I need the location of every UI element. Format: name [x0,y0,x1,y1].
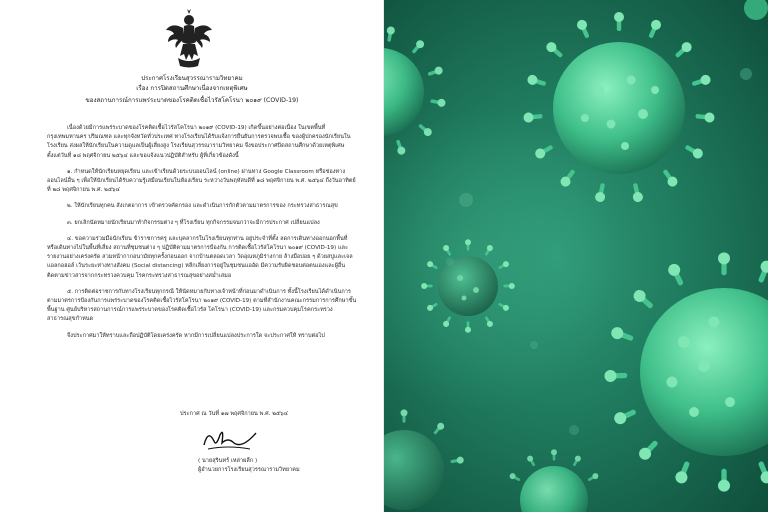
announce-date: ประกาศ ณ วันที่ ๑๗ พฤศจิกายน พ.ศ. ๒๕๖๔ [180,411,288,417]
paragraph-intro: เนื่องด้วยมีการแพร่ระบาดของโรคติดเชื้อไวรัสโคโรนา ๒๐๑๙ (COVID-19) เกิดขึ้นอย่างต่อเนื่อง ในเขตพื้นที่กรุงเทพมหานคร ปริมณฑล และทุกจังหวัดทั่วประเทศ ทางโรงเรียนได้รับแจ้งการยืนยันการตรวจพบเชื้อ ของผู้ปกครองนักเรียนในโรงเรียน ส่งผลให้นักเรียนในความดูแลเป็นผู้เสี่ยงสูง โรงเรียนสุวรรณารามวิทยาคม จึงขอประกาศปิดสถานศึกษาด้วยเหตุพิเศษ ตั้งแต่วันที่ ๑๘ พฤศจิกายน ๒๕๖๔ และขอแจ้งแนวปฏิบัติสำหรับ ผู้ที่เกี่ยวข้องดังนี้ [47,125,351,159]
heading-school-announcement: ประกาศโรงเรียนสุวรรณารามวิทยาคม [141,75,243,82]
signature-block [180,410,330,475]
paragraph-item-1: ๑. กำหนดให้นักเรียนหยุดเรียน และเข้าเรียนด้วยระบบออนไลน์ (online) ผ่านทาง Google Classroom หรือช่องทางออนไลน์อื่น ๆ เพื่อให้นักเรียนได้รับความรู้เสมือนเรียนในห้องเรียน ระหว่างวันพฤหัสบดีที่ ๑๘ พฤศจิกายน พ.ศ. ๒๕๖๔ ถึงวันอาทิตย์ ที่ ๒๘ พฤศจิกายน พ.ศ. ๒๕๖๔ [47,168,356,194]
heading-subject: เรื่อง การปิดสถานศึกษาเนื่องจากเหตุพิเศษ [136,85,248,92]
paragraph-item-4: ๔. ขอความร่วมมือนักเรียน ข้าราชการครู และบุคลากรในโรงเรียนทุกท่าน อยู่ประจำที่ตั้ง ลดการเดินทางออกนอกพื้นที่ หรือเดินทางไปในพื้นที่เสี่ยง สถานที่ชุมชนต่าง ๆ ปฏิบัติตามมาตรการป้องกัน การติดเชื้อไวรัสโคโรนา ๒๐๑๙ (COVID-19) และรายงานอย่างเคร่งครัด สวมหน้ากากอนามัยทุกครั้งก่อนออก จากบ้านตลอดเวลา วัดอุณหภูมิร่างกาย ล้างมือบ่อย ๆ ด้วยสบู่และเจลแอลกอฮอล์ เว้นระยะห่างทางสังคม (Social distancing) หลีกเลี่ยงการอยู่ในชุมชนแออัด มีความรับผิดชอบต่อตนเองและผู้อื่น ติดตามข่าวสารจากกระทรวงควบคุม โรคกระทรวงสาธารณสุขอย่างสม่ำเสมอ [47,235,353,279]
paragraph-item-2: ๒. ให้นักเรียนทุกคน สังเกตอาการ เข้าตรวจคัดกรอง และดำเนินการกักตัวตามมาตรการของ กระทรวงสาธารณสุข [67,203,338,210]
signer-name: ( นายสุรินทร์ เหล่าผลึก ) [198,458,258,464]
paragraph-item-3: ๓. ยกเลิกนัดหมายนักเรียนมาทำกิจกรรมต่าง ๆ ที่โรงเรียน ทุกกิจกรรมจนกว่าจะมีการประกาศ เปลี่ยนแปลง [67,219,320,226]
signer-title: ผู้อำนวยการโรงเรียนสุวรรณารามวิทยาคม [198,467,300,473]
coronavirus-icon [384,0,768,512]
announcement-body [47,124,359,348]
coronavirus-illustration [384,0,768,512]
signature-icon [198,423,260,455]
paragraph-item-5: ๕. การติดต่อราชการกับทางโรงเรียนทุกกรณี ให้นัดหมายกับทางเจ้าหน้าที่ก่อนมาดำเนินการ ทั้งนี้โรงเรียนได้ดำเนินการตามมาตรการป้องกันการแพร่ระบาดของโรคติดเชื้อไวรัสโคโรนา ๒๐๑๙ (COVID-19) ตามที่สำนักงานคณะกรรมการการศึกษาขั้นพื้นฐาน ศูนย์บริหารสถานการณ์การแพร่ระบาดของโรคติดเชื้อไวรัส โคโรนา (COVID-19) และกรมควบคุมโรคกระทรวงสาธารณสุขกำหนด [47,288,357,323]
garuda-emblem-icon [164,8,214,70]
heading-covid-context: ของสถานการณ์การแพร่ระบาดของโรคติดเชื้อไวรัสโคโรนา ๒๐๑๙ (COVID-19) [85,97,299,104]
paragraph-closing: จึงประกาศมาให้ทราบและถือปฏิบัติโดยเคร่งครัด หากมีการเปลี่ยนแปลงประการใด จะประกาศให้ ทราบต่อไป [67,332,325,339]
